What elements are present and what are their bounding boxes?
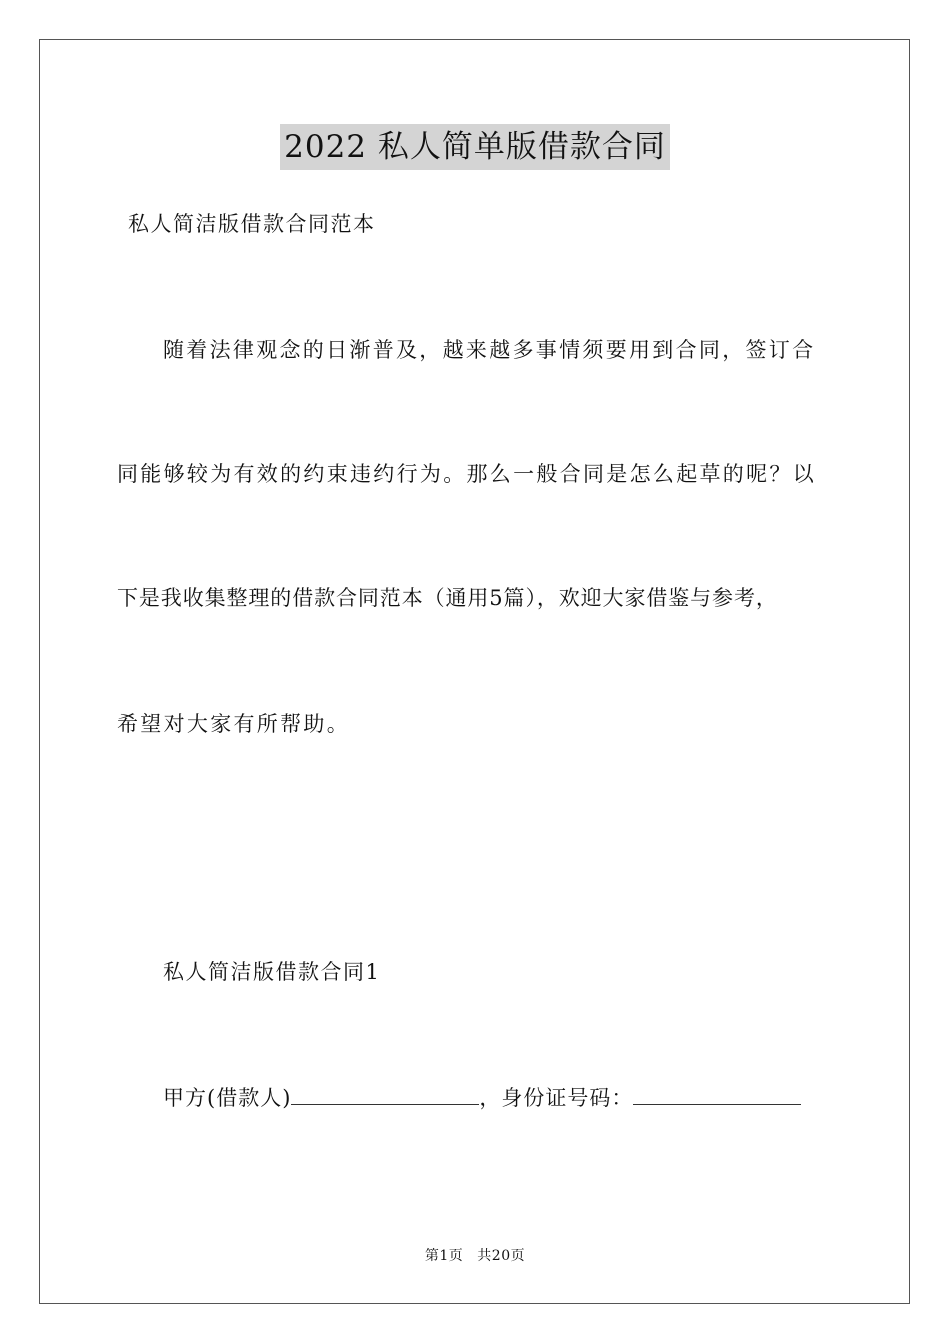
id-number-blank[interactable] <box>633 1082 801 1105</box>
page-footer <box>0 1246 950 1266</box>
party-a-label: 甲方(借款人) <box>163 1086 292 1110</box>
page-number-current: 第1页 <box>424 1248 464 1264</box>
paragraph-line: 希望对大家有所帮助。 <box>117 712 350 736</box>
document-title: 2022 私人简单版借款合同 <box>280 124 670 170</box>
party-a-line <box>163 1082 801 1112</box>
title-container <box>0 124 950 170</box>
paragraph-line: 下是我收集整理的借款合同范本（通用5篇），欢迎大家借鉴与参考， <box>117 586 778 610</box>
page-number-total: 共20页 <box>477 1248 526 1264</box>
section-heading: 私人简洁版借款合同1 <box>163 960 381 984</box>
id-number-label: ，身份证号码： <box>479 1086 634 1110</box>
paragraph-line: 随着法律观念的日渐普及，越来越多事情须要用到合同，签订合 <box>163 338 816 362</box>
document-subtitle: 私人简洁版借款合同范本 <box>128 212 376 236</box>
party-a-name-blank[interactable] <box>291 1082 479 1105</box>
paragraph-line: 同能够较为有效的约束违约行为。那么一般合同是怎么起草的呢？以 <box>117 462 816 486</box>
